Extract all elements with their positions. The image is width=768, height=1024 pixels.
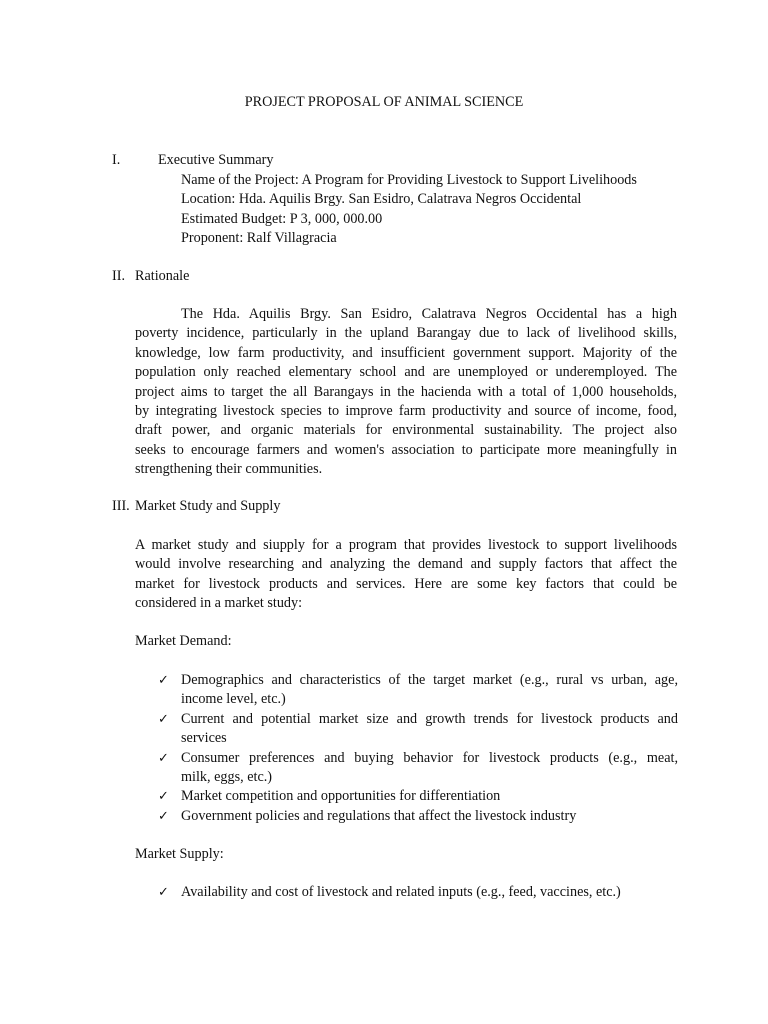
checkmark-icon: ✓ xyxy=(158,885,169,900)
section-title: Rationale xyxy=(135,268,190,284)
section-rationale-heading xyxy=(112,267,189,286)
list-item-line: income level, etc.) xyxy=(181,691,286,708)
paragraph-line: would involve researching and analyzing the demand and supply factors that affect the xyxy=(135,556,677,573)
list-item xyxy=(158,671,678,710)
paragraph-line: considered in a market study: xyxy=(135,595,303,612)
list-item-line: Availability and cost of livestock and related inputs (e.g., feed, vaccines, etc.) xyxy=(181,884,621,900)
paragraph-line: strengthening their communities. xyxy=(135,461,323,478)
section-market-study-heading xyxy=(112,497,280,516)
list-item xyxy=(158,749,678,788)
section-number: III. xyxy=(112,498,130,514)
list-item-line: milk, eggs, etc.) xyxy=(181,768,273,785)
checkmark-icon: ✓ xyxy=(158,750,169,766)
list-item-line: Market competition and opportunities for differentiation xyxy=(181,788,501,805)
market-demand-list xyxy=(158,671,678,826)
paragraph-line: knowledge, low farm productivity, and insufficient government support. Majority of the xyxy=(135,344,677,361)
section-title: Market Study and Supply xyxy=(135,498,281,514)
budget-line: Estimated Budget: P 3, 000, 000.00 xyxy=(181,210,383,227)
market-study-intro xyxy=(135,536,677,614)
executive-summary-details xyxy=(181,171,701,249)
paragraph-line: seeks to encourage farmers and women's association to participate more meaningfully in xyxy=(135,441,677,458)
paragraph-line: The Hda. Aquilis Brgy. San Esidro, Calatrava Negros Occidental has a high xyxy=(181,306,677,322)
paragraph-line: population only reached elementary school and are unemployed or underemployed. The xyxy=(135,364,677,381)
checkmark-icon: ✓ xyxy=(158,789,169,805)
project-name-line: Name of the Project: A Program for Providing Livestock to Support Livelihoods xyxy=(181,172,637,188)
rationale-paragraph xyxy=(135,305,677,480)
proponent-line: Proponent: Ralf Villagracia xyxy=(181,230,337,247)
checkmark-icon: ✓ xyxy=(158,673,169,688)
list-item xyxy=(158,787,678,806)
document-title: PROJECT PROPOSAL OF ANIMAL SCIENCE xyxy=(244,94,524,110)
section-title: Executive Summary xyxy=(158,152,274,168)
list-item xyxy=(158,710,678,749)
checkmark-icon: ✓ xyxy=(158,808,169,824)
section-executive-summary-heading xyxy=(112,151,273,170)
paragraph-line: project aims to target the all Barangays in the hacienda with a total of 1,000 households, xyxy=(135,383,677,400)
paragraph-line: by integrating livestock species to improve farm productivity and source of income, food, xyxy=(135,402,677,419)
checkmark-icon: ✓ xyxy=(158,711,169,727)
market-demand-heading: Market Demand: xyxy=(135,633,232,649)
market-supply-heading: Market Supply: xyxy=(135,846,224,862)
section-number: II. xyxy=(112,268,125,284)
list-item-line: Government policies and regulations that affect the livestock industry xyxy=(181,807,577,824)
list-item-line: services xyxy=(181,730,227,747)
list-item-line: Consumer preferences and buying behavior for livestock products (e.g., meat, xyxy=(181,749,678,766)
paragraph-line: draft power, and organic materials for environmental sustainability. The project also xyxy=(135,422,677,439)
paragraph-line: market for livestock products and services. Here are some key factors that could be xyxy=(135,575,677,592)
list-item xyxy=(158,807,678,826)
paragraph-line: A market study and siupply for a program that provides livestock to support livelihoods xyxy=(135,537,677,553)
list-item-line: Current and potential market size and growth trends for livestock products and xyxy=(181,710,678,727)
market-supply-list xyxy=(158,883,678,902)
paragraph-line: poverty incidence, particularly in the upland Barangay due to lack of livelihood skills, xyxy=(135,325,677,342)
list-item xyxy=(158,883,678,902)
list-item-line: Demographics and characteristics of the target market (e.g., rural vs urban, age, xyxy=(181,672,678,688)
location-line: Location: Hda. Aquilis Brgy. San Esidro, Calatrava Negros Occidental xyxy=(181,191,582,208)
section-number: I. xyxy=(112,152,121,168)
